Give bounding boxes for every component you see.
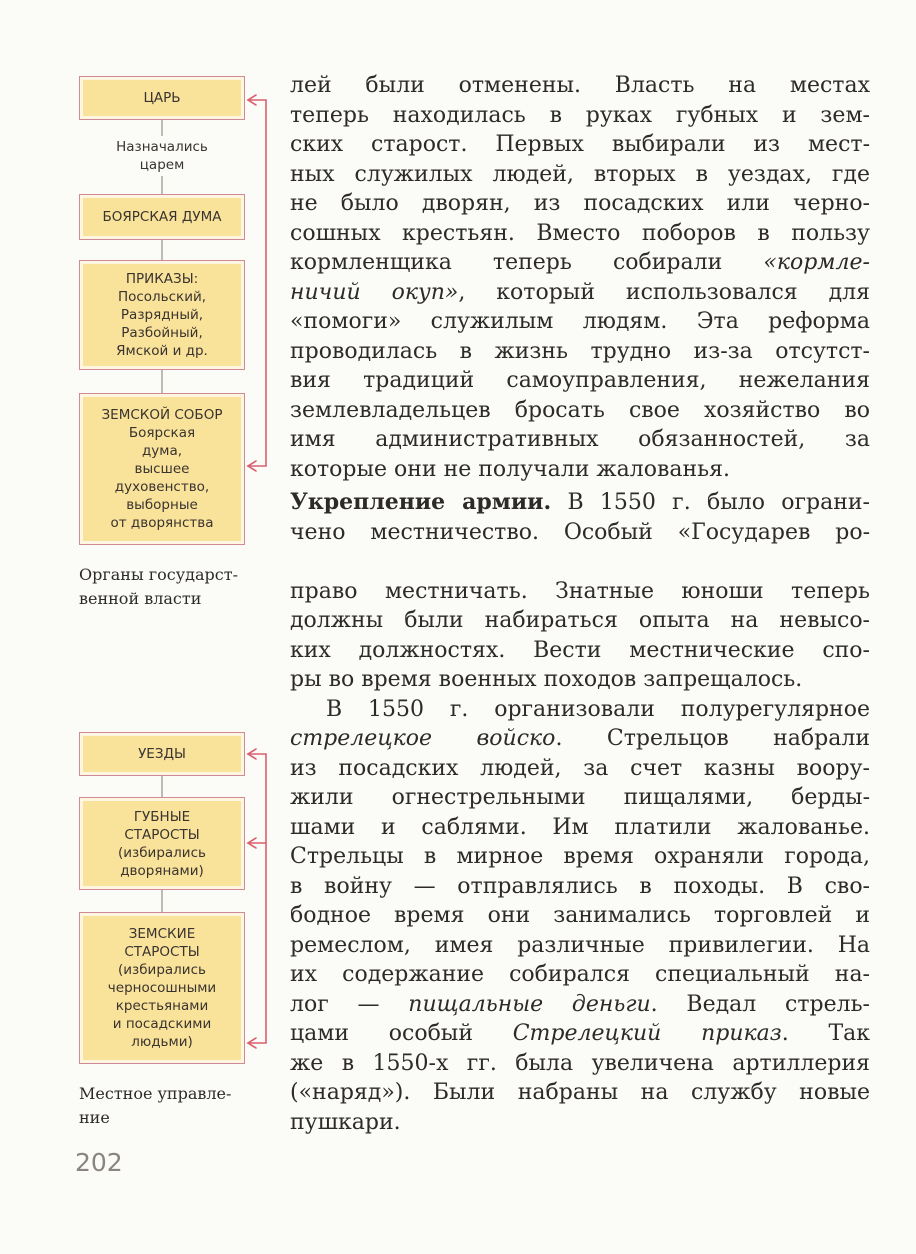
bracket-line — [248, 100, 266, 466]
box-boyar-duma — [79, 194, 245, 240]
box-line: СТАРОСТЫ — [124, 944, 200, 960]
text-line — [290, 724, 870, 754]
text-fragment: , который использовался для — [458, 279, 870, 305]
box-line: (избирались — [118, 962, 206, 978]
box-tsar — [79, 76, 245, 120]
text-line — [290, 488, 870, 518]
box-zemskie-starosty — [79, 912, 245, 1064]
term-pishchalnye-dengi: пищальные деньги — [408, 991, 651, 1017]
box-line: крестьянами — [115, 998, 209, 1014]
text-line: не было дворян, из посадских или черно- — [290, 191, 870, 216]
text-line: Стрельцы в мирное время охраняли города, — [290, 844, 870, 869]
text-line: лей были отменены. Власть на местах — [290, 73, 870, 98]
caption-government — [79, 563, 269, 611]
text-line: теперь находилась в руках губных и зем- — [290, 102, 870, 128]
box-line: (избирались — [118, 844, 206, 861]
text-line: их содержание собирался специальный на- — [290, 962, 870, 987]
term-streletskoe-voysko: стрелецкое войско — [290, 726, 556, 751]
text-line — [290, 547, 870, 577]
arrow-head — [248, 749, 256, 759]
box-line: Ямской и др. — [116, 343, 208, 359]
caption-line: венной власти — [79, 589, 202, 608]
box-line: черносошными — [107, 980, 217, 996]
text-line: бодное время они занимались торговлей и — [290, 903, 870, 928]
main-text — [290, 71, 870, 1137]
text-line: шами и саблями. Им платили жалованье. — [290, 814, 870, 840]
text-line: «помоги» служилым людям. Эта реформа — [290, 309, 870, 334]
text-line: пушкари. — [290, 1109, 401, 1135]
text-line: право местничать. Знатные юноши теперь — [290, 578, 870, 604]
box-line: людьми) — [131, 1034, 193, 1050]
term-kormlenichy-okup: ничий окуп» — [290, 279, 459, 305]
arrow-head — [248, 838, 256, 848]
box-line: УЕЗДЫ — [138, 746, 186, 762]
bracket-line — [248, 754, 266, 1043]
arrow-head — [248, 461, 256, 471]
caption-local — [79, 1082, 269, 1130]
box-line: Боярская — [128, 425, 196, 441]
caption-line: Местное управле- — [79, 1084, 232, 1103]
box-line: Разбойный, — [121, 325, 203, 341]
text-line: сошных крестьян. Вместо поборов в пользу — [290, 220, 870, 246]
text-fragment: . Ведал стрель- — [650, 991, 870, 1017]
text-line: вия традиций самоуправления, нежелания — [290, 368, 870, 393]
note-line: царем — [139, 157, 185, 173]
text-line: проводилась в жизнь трудно из-за отсутст- — [290, 338, 870, 364]
box-line: ЗЕМСКОЙ СОБОР — [101, 407, 223, 423]
text-fragment: цами особый — [290, 1021, 513, 1046]
term-kormlenichy-okup: «кормле- — [763, 250, 870, 275]
box-line: БОЯРСКАЯ ДУМА — [102, 209, 222, 225]
caption-line: ние — [79, 1108, 110, 1127]
box-line: дума, — [141, 443, 183, 459]
note-appointed — [79, 138, 245, 174]
text-line: из посадских людей, за счет казны воору- — [290, 755, 870, 781]
page-number: 202 — [75, 1148, 123, 1177]
box-zemsky-sobor — [79, 393, 245, 545]
text-line: имя административных обязанностей, за — [290, 427, 870, 452]
caption-line: Органы государст- — [79, 565, 239, 584]
text-line: В 1550 г. организовали полурегулярное — [326, 696, 870, 722]
box-line: от дворянства — [110, 515, 214, 531]
text-line: чено местничество. Особый «Государев ро- — [290, 519, 870, 545]
text-fragment: . Так — [781, 1021, 870, 1046]
box-line: ПРИКАЗЫ: — [125, 271, 199, 287]
text-line: должны были набираться опыта на невысо- — [290, 608, 870, 633]
text-fragment: В 1550 г. было ограни- — [551, 490, 870, 515]
section-heading: Укрепление армии. — [290, 489, 552, 515]
box-line: выборные — [126, 497, 198, 513]
text-line: в войну — отправлялись в походы. В сво- — [290, 873, 870, 899]
text-line: же в 1550-х гг. была увеличена артиллерия — [290, 1050, 870, 1076]
note-line: Назначались — [116, 139, 208, 155]
box-prikazy — [79, 260, 245, 370]
text-line — [290, 248, 870, 278]
box-gubnye-starosty — [79, 797, 245, 890]
box-line: дворянами) — [120, 862, 204, 879]
box-line: СТАРОСТЫ — [124, 826, 200, 843]
box-line: высшее — [134, 461, 190, 477]
text-line: («наряд»). Были набраны на службу новые — [290, 1080, 870, 1105]
arrow-head — [248, 1038, 256, 1048]
text-line: ры во время военных походов запрещалось. — [290, 667, 803, 692]
text-line: которые они не получали жалованья. — [290, 456, 730, 482]
box-line: ГУБНЫЕ — [133, 808, 191, 825]
text-line — [290, 278, 870, 308]
box-line: ЗЕМСКИЕ — [128, 926, 196, 942]
text-line: жили огнестрельными пищалями, берды- — [290, 785, 870, 810]
text-fragment: лог — — [290, 991, 409, 1017]
box-line: духовенство, — [114, 479, 210, 495]
box-uezdy — [79, 732, 245, 776]
text-line: ремеслом, имея различные привилегии. На — [290, 932, 870, 958]
box-line: Разрядный, — [120, 307, 204, 323]
term-streletsky-prikaz: Стрелецкий приказ — [512, 1021, 782, 1046]
arrow-head — [248, 95, 256, 105]
text-line — [290, 990, 870, 1020]
box-line: и посадскими — [112, 1016, 212, 1032]
box-line: Посольский, — [117, 289, 207, 305]
text-line: землевладельцев бросать свое хозяйство во — [290, 397, 870, 423]
text-line: ких должностях. Вести местнические спо- — [290, 637, 870, 663]
text-fragment: кормленщика теперь собирали — [290, 250, 764, 275]
box-line: ЦАРЬ — [143, 90, 181, 106]
text-line — [290, 1019, 870, 1049]
text-line: ных служилых людей, вторых в уездах, где — [290, 161, 870, 187]
text-line: ских старост. Первых выбирали из мест- — [290, 132, 870, 157]
text-fragment: . Стрельцов набрали — [555, 726, 871, 751]
